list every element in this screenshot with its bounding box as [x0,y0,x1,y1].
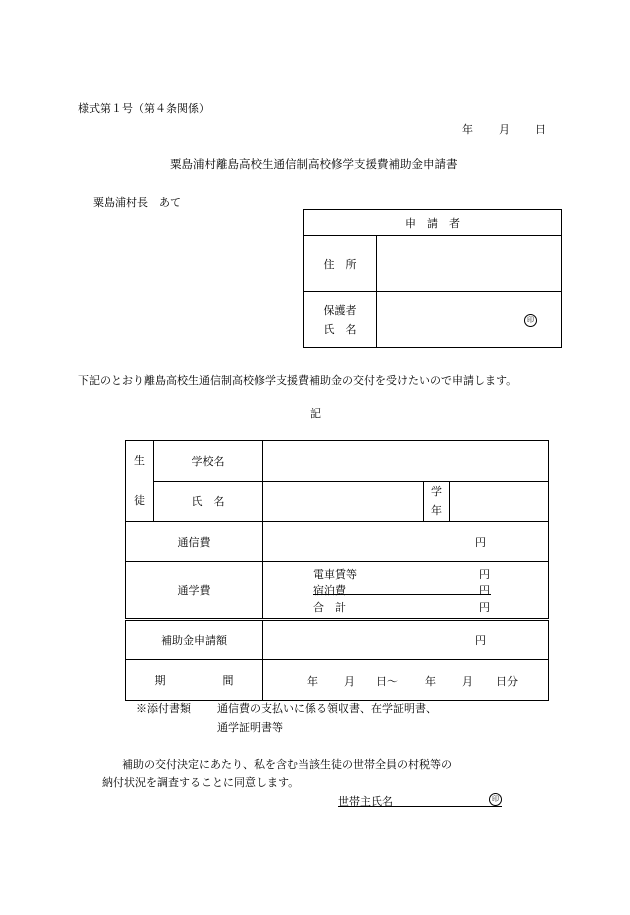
train-fare-label: 電車賃等 [313,568,357,581]
applicant-table [303,209,562,348]
applicant-header: 申 請 者 [304,210,562,236]
date-day: 日 [535,123,546,136]
student-name-field[interactable] [263,481,424,522]
attachments-label: ※添付書類 [136,702,191,715]
commute-field[interactable] [263,562,549,620]
lodging-yen: 円 [479,584,490,597]
consent-line2: 納付状況を調査することに同意します。 [102,776,300,789]
subsidy-yen: 円 [475,634,486,647]
name-label: 氏 名 [323,322,357,336]
tuition-label: 通信費 [126,522,263,562]
guardian-name-field[interactable] [377,292,562,348]
tuition-field[interactable] [263,522,549,562]
lodging-label: 宿泊費 [313,584,346,597]
period-month: 月 [344,675,355,688]
attachments-line1: 通信費の支払いに係る領収書、在学証明書、 [217,702,437,715]
grade-cell [424,481,450,522]
attachments-line2: 通学証明書等 [217,721,283,734]
period-label-b: 間 [222,674,234,687]
total-label: 合 計 [313,601,346,614]
total-yen: 円 [479,601,490,614]
tuition-yen: 円 [475,535,486,549]
date-year: 年 [462,123,473,136]
period-label [126,660,263,701]
grade-field[interactable] [450,481,549,522]
page-title: 粟島浦村離島高校生通信制高校修学支援費補助金申請書 [170,157,458,171]
student-name-label: 氏 名 [154,481,263,522]
train-fare-yen: 円 [479,568,490,581]
grade-label-top: 学 [431,485,442,499]
student-label-bottom: 徒 [134,494,145,507]
school-field[interactable] [263,441,549,482]
period-year: 年 [307,675,318,688]
household-head-label: 世帯主氏名 [338,795,393,808]
school-label: 学校名 [154,441,263,482]
seal-mark: 印 [524,314,537,327]
student-cell [126,441,154,522]
lodging-row [313,582,491,595]
addressee: 粟島浦村長 あて [93,196,181,209]
address-label: 住 所 [304,236,377,292]
consent-line1: 補助の交付決定にあたり、私を含む当該生徒の世帯全員の村税等の [122,758,452,771]
period-field[interactable] [263,660,549,701]
guardian-name-label [304,292,377,348]
subsidy-field[interactable] [263,620,549,660]
grade-label-bottom: 年 [431,504,442,518]
details-table [125,440,549,701]
period-year2: 年 [425,675,436,688]
household-seal-mark: 印 [489,793,502,806]
household-head-row[interactable] [338,793,502,807]
period-days: 日分 [496,675,518,688]
period-label-a: 期 [154,674,166,687]
guardian-label: 保護者 [323,303,357,317]
form-number: 様式第１号（第４条関係） [78,102,210,115]
request-sentence: 下記のとおり離島高校生通信制高校修学支援費補助金の交付を受けたいので申請します。 [78,374,518,387]
date-month: 月 [499,123,510,136]
student-label-top: 生 [134,454,145,467]
subsidy-label: 補助金申請額 [126,620,263,660]
commute-label: 通学費 [126,562,263,620]
period-day-from: 日〜 [376,675,398,688]
ki-heading: 記 [310,407,321,420]
period-month2: 月 [462,675,473,688]
address-field[interactable] [377,236,562,292]
